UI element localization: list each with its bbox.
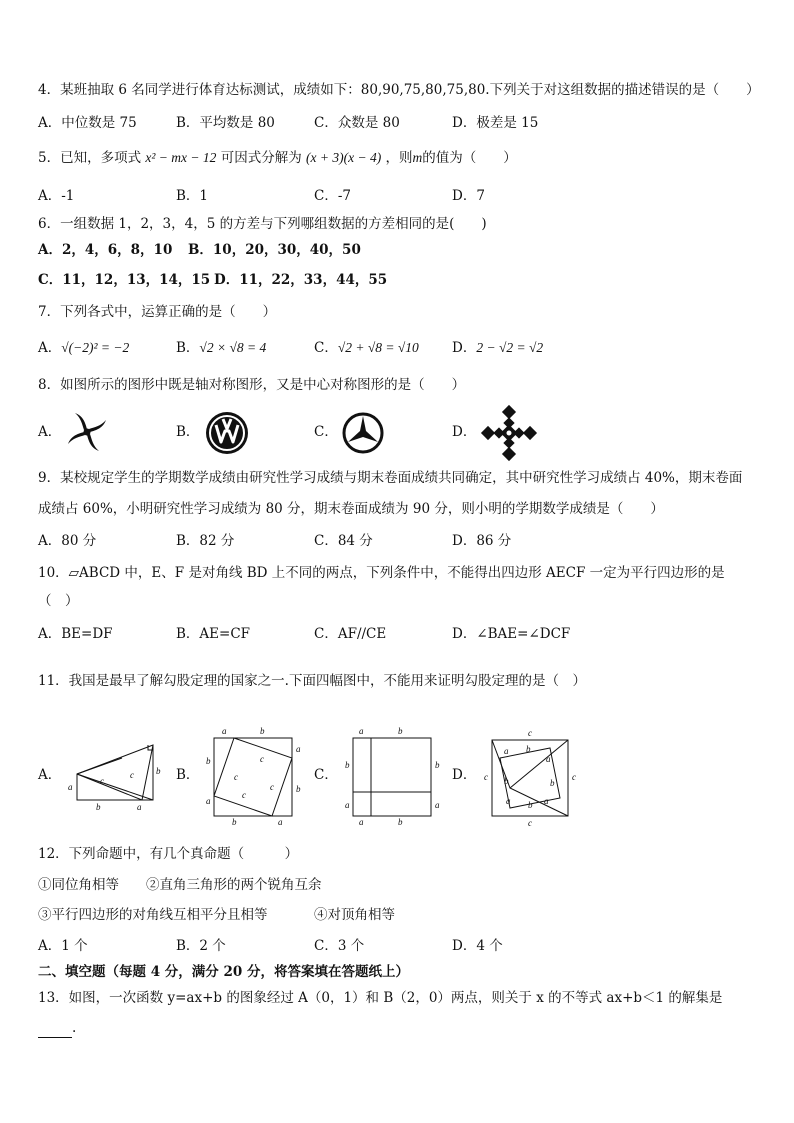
q10-option-a: A．BE=DF — [38, 626, 113, 642]
q5-option-c: C．-7 — [314, 188, 351, 204]
q12-option-c: C．3 个 — [314, 938, 365, 954]
q7-option-b-label: B． — [176, 340, 200, 356]
q8-option-c: C． — [314, 424, 338, 440]
svg-text:b: b — [435, 760, 440, 770]
svg-text:b: b — [156, 766, 161, 776]
q5-polynomial: x² − mx − 12 — [145, 150, 217, 165]
q12-proposition-4: ④对顶角相等 — [314, 907, 395, 923]
q7-option-a-expr: √(−2)² = −2 — [61, 340, 130, 355]
q4-option-d: D．极差是 15 — [452, 115, 539, 131]
svg-text:b: b — [550, 778, 555, 788]
q7-option-b — [176, 338, 266, 358]
q12-option-b: B．2 个 — [176, 938, 226, 954]
svg-text:b: b — [206, 756, 211, 766]
q11-option-a: A． — [38, 767, 62, 783]
q8-option-b: B． — [176, 424, 200, 440]
pinwheel-figure — [64, 410, 110, 454]
q7-option-b-expr: √2 × √8 = 4 — [199, 340, 267, 355]
q9-option-a: A．80 分 — [38, 533, 97, 549]
q5-variable-m: m — [412, 150, 423, 165]
q9-option-d: D．86 分 — [452, 533, 512, 549]
q12-option-d: D．4 个 — [452, 938, 503, 954]
svg-text:a: a — [359, 726, 364, 736]
vw-logo-figure — [204, 410, 250, 456]
q12-proposition-2: ②直角三角形的两个锐角互余 — [146, 877, 322, 893]
q8-option-a: A． — [38, 424, 62, 440]
q5-stem-end: 的值为（ ） — [422, 150, 517, 166]
q5-stem-mid: 可因式分解为 — [220, 150, 302, 166]
svg-text:b: b — [526, 744, 531, 754]
q11-option-b: B． — [176, 767, 200, 783]
q12-proposition-1: ①同位角相等 — [38, 877, 119, 893]
svg-text:c: c — [130, 770, 134, 780]
svg-text:a: a — [504, 746, 509, 756]
q5-option-d: D．7 — [452, 188, 485, 204]
svg-text:b: b — [398, 817, 403, 827]
q13-period: . — [72, 1020, 77, 1036]
svg-text:c: c — [484, 772, 488, 782]
pythagoras-trapezoid-figure — [62, 740, 172, 810]
svg-text:a: a — [206, 796, 211, 806]
q9-option-b: B．82 分 — [176, 533, 235, 549]
q6-option-d: D．11，22，33，44，55 — [214, 272, 388, 288]
q6-stem: 6．一组数据 1，2，3，4，5 的方差与下列哪组数据的方差相同的是( ) — [38, 216, 487, 232]
pythagoras-square-figure — [202, 726, 306, 828]
q7-stem: 7．下列各式中，运算正确的是（ ） — [38, 304, 277, 320]
q6-option-b: B．10，20，30，40，50 — [188, 242, 361, 258]
svg-text:c: c — [242, 790, 246, 800]
svg-text:c: c — [572, 772, 576, 782]
q11-option-c: C． — [314, 767, 338, 783]
svg-text:b: b — [345, 760, 350, 770]
q7-option-c-expr: √2 + √8 = √10 — [337, 340, 419, 355]
svg-text:b: b — [260, 726, 265, 736]
svg-text:a: a — [359, 817, 364, 827]
svg-text:b: b — [528, 800, 533, 810]
q4-stem: 4．某班抽取 6 名同学进行体育达标测试，成绩如下：80,90,75,80,75,80.下列关于对这组数据的描述错误的是（ ） — [38, 82, 760, 98]
q13-stem-line1: 13．如图，一次函数 y=ax+b 的图象经过 A（0，1）和 B（2，0）两点，则关于 x 的不等式 ax+b＜1 的解集是 — [38, 990, 723, 1006]
q4-option-b: B．平均数是 80 — [176, 115, 275, 131]
svg-text:a: a — [278, 817, 283, 827]
q7-option-d-label: D． — [452, 340, 477, 356]
q12-proposition-3: ③平行四边形的对角线互相平分且相等 — [38, 907, 268, 923]
q4-option-c: C．众数是 80 — [314, 115, 400, 131]
cross-diamond-figure — [481, 405, 537, 461]
q5-stem-post: ，则 — [385, 150, 413, 166]
q5-option-b: B．1 — [176, 188, 209, 204]
q6-option-a: A．2，4，6，8，10 — [38, 242, 173, 258]
section-2-title: 二、填空题（每题 4 分，满分 20 分，将答案填在答题纸上） — [38, 964, 409, 980]
svg-text:c: c — [270, 782, 274, 792]
q10-stem-line1: 10．▱ABCD 中，E、F 是对角线 BD 上不同的两点，下列条件中，不能得出四边形 AECF 一定为平行四边形的是 — [38, 565, 725, 581]
svg-text:a: a — [137, 802, 142, 812]
q7-option-d-expr: 2 − √2 = √2 — [476, 340, 544, 355]
svg-text:a: a — [68, 782, 73, 792]
q9-option-c: C．84 分 — [314, 533, 373, 549]
q12-option-a: A．1 个 — [38, 938, 88, 954]
svg-text:c: c — [234, 772, 238, 782]
pythagoras-grid-figure — [341, 726, 445, 828]
three-point-star-figure — [341, 411, 385, 455]
q6-option-c: C．11，12，13，14，15 — [38, 272, 211, 288]
q8-stem: 8．如图所示的图形中既是轴对称图形，又是中心对称图形的是（ ） — [38, 377, 466, 393]
svg-text:b: b — [504, 776, 509, 786]
svg-text:b: b — [96, 802, 101, 812]
q5-stem-pre: 5．已知，多项式 — [38, 150, 142, 166]
svg-text:c: c — [260, 754, 264, 764]
svg-text:a: a — [296, 744, 301, 754]
svg-text:a: a — [345, 800, 350, 810]
svg-text:b: b — [296, 784, 301, 794]
svg-text:a: a — [435, 800, 440, 810]
q10-option-d: D．∠BAE=∠DCF — [452, 626, 571, 642]
q13-answer-blank — [38, 1023, 72, 1038]
q5-option-a: A．-1 — [38, 188, 75, 204]
q5-stem — [38, 148, 517, 168]
q10-option-c: C．AF//CE — [314, 626, 387, 642]
svg-text:b: b — [232, 817, 237, 827]
q7-option-d — [452, 338, 543, 358]
q13-stem-line2 — [38, 1018, 76, 1038]
svg-text:c: c — [528, 728, 532, 738]
q7-option-a — [38, 338, 129, 358]
q7-option-c-label: C． — [314, 340, 338, 356]
q8-option-d: D． — [452, 424, 477, 440]
q4-option-a: A．中位数是 75 — [38, 115, 137, 131]
svg-text:c: c — [528, 818, 532, 828]
svg-text:a: a — [506, 796, 511, 806]
q12-stem: 12．下列命题中，有几个真命题（ ） — [38, 846, 299, 862]
svg-text:a: a — [544, 796, 549, 806]
q7-option-a-label: A． — [38, 340, 62, 356]
q7-option-c — [314, 338, 419, 358]
svg-text:a: a — [222, 726, 227, 736]
svg-text:b: b — [398, 726, 403, 736]
pythagoras-inner-square-figure — [480, 728, 584, 828]
q11-option-d: D． — [452, 767, 477, 783]
q11-stem: 11．我国是最早了解勾股定理的国家之一.下面四幅图中，不能用来证明勾股定理的是（ ） — [38, 673, 586, 689]
q10-stem-line2: （ ） — [38, 593, 79, 609]
q10-option-b: B．AE=CF — [176, 626, 251, 642]
svg-text:c: c — [100, 776, 104, 786]
q9-stem-line1: 9．某校规定学生的学期数学成绩由研究性学习成绩与期末卷面成绩共同确定，其中研究性学习成绩占 40%，期末卷面 — [38, 470, 743, 486]
q9-stem-line2: 成绩占 60%，小明研究性学习成绩为 80 分，期末卷面成绩为 90 分，则小明的学期数学成绩是（ ） — [38, 501, 664, 517]
svg-text:a: a — [546, 754, 551, 764]
q5-factorization: (x + 3)(x − 4) — [306, 150, 382, 165]
